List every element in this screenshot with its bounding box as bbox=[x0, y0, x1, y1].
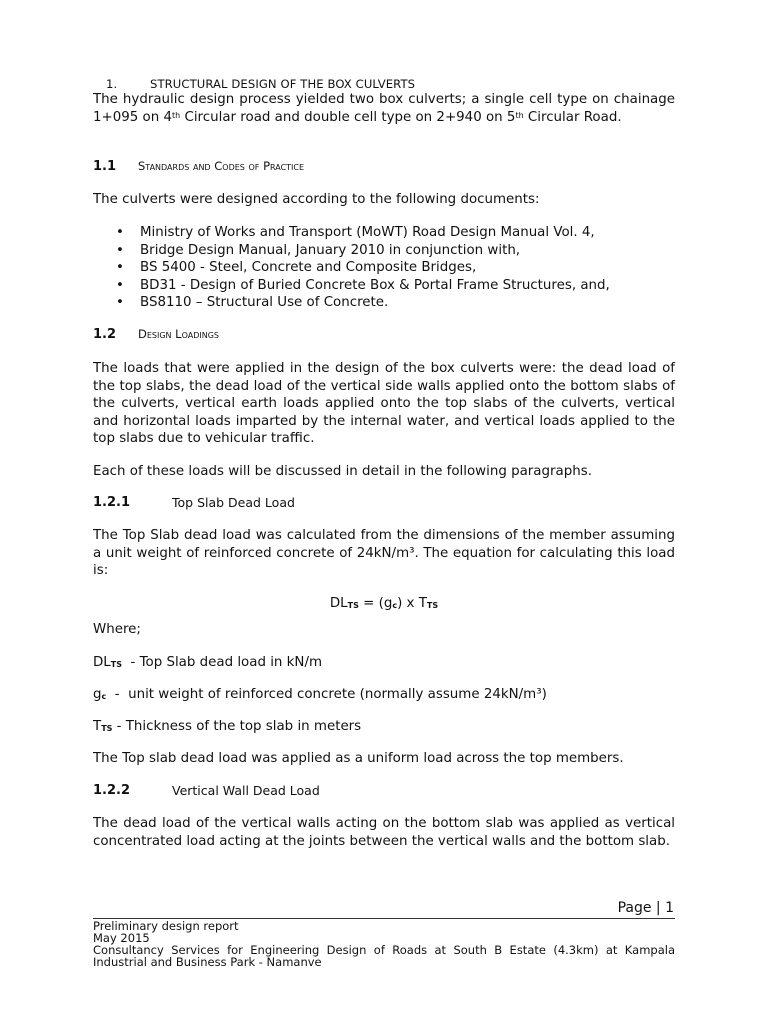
section-1-intro bbox=[93, 91, 675, 126]
eq-sub-ts: TS bbox=[347, 601, 359, 610]
bullet-icon: • bbox=[116, 260, 124, 275]
def-symbol: DL bbox=[93, 655, 111, 670]
superscript-th-1: th bbox=[172, 110, 181, 120]
def-subscript: TS bbox=[110, 660, 122, 669]
section-1-2-1-para-2: The Top slab dead load was applied as a uniform load across the top members. bbox=[93, 751, 624, 766]
section-1-2-1-title: Top Slab Dead Load bbox=[172, 495, 295, 510]
eq-sub-c: c bbox=[392, 601, 398, 610]
bullet-icon: • bbox=[116, 277, 124, 293]
section-1-2-1-number: 1.2.1 bbox=[93, 495, 131, 510]
superscript-th-2: th bbox=[515, 110, 524, 120]
def-text: - unit weight of reinforced concrete (normally assume 24kN/m³) bbox=[106, 687, 547, 702]
bullet-icon: • bbox=[116, 225, 124, 240]
list-item-text: BD31 - Design of Buried Concrete Box & Portal Frame Structures, and, bbox=[140, 277, 610, 293]
section-1-2-para-1: The loads that were applied in the design of the box culverts were: the dead load of the top slabs, the dead load of the vertical side walls applied onto the bottom slabs of the culverts, vertical earth loads applied onto the top slabs of the culverts, vertical and horizontal loads imparted by the internal water, and vertical loads applied to the top slabs due to vehicular traffic. bbox=[93, 361, 675, 446]
eq-sub-ts-2: TS bbox=[426, 601, 439, 610]
def-text: - Thickness of the top slab in meters bbox=[112, 719, 362, 734]
list-item bbox=[116, 224, 676, 242]
eq-dl: DL bbox=[329, 596, 348, 611]
definition-gc bbox=[93, 686, 675, 705]
section-1-2-2-title: Vertical Wall Dead Load bbox=[172, 783, 320, 798]
def-symbol: T bbox=[93, 719, 102, 734]
section-1-2-1-para-1: The Top Slab dead load was calculated from the dimensions of the member assuming a unit weight of reinforced concrete of 24kN/m³. The equation for calculating this load is: bbox=[93, 528, 675, 578]
section-1-2-2-para-1: The dead load of the vertical walls acting on the bottom slab was applied as vertical concentrated load acting at the joints between the vertical walls and the bottom slab. bbox=[93, 816, 675, 849]
section-1-number: 1. bbox=[106, 77, 118, 91]
footer-line-3: Consultancy Services for Engineering Design of Roads at South B Estate (4.3km) at Kampala Industrial and Business Park - Namanve bbox=[93, 943, 675, 969]
list-item bbox=[116, 242, 676, 260]
list-item bbox=[116, 259, 676, 277]
section-1-title: STRUCTURAL DESIGN OF THE BOX CULVERTS bbox=[150, 77, 416, 91]
intro-part-b: Circular road and double cell type on 2+940 on 5 bbox=[180, 109, 516, 125]
section-1-1-title: Standards and Codes of Practice bbox=[138, 159, 305, 173]
footer-line-2: May 2015 bbox=[93, 931, 150, 945]
def-subscript: c bbox=[101, 692, 107, 701]
section-1-2-2-number: 1.2.2 bbox=[93, 783, 131, 798]
page-number: Page | 1 bbox=[617, 900, 674, 916]
definition-t bbox=[93, 718, 675, 737]
definition-dl bbox=[93, 654, 675, 673]
where-label: Where; bbox=[93, 622, 141, 637]
section-1-1-intro: The culverts were designed according to the following documents: bbox=[93, 192, 540, 207]
list-item bbox=[116, 277, 676, 295]
footer-line-1: Preliminary design report bbox=[93, 919, 239, 933]
list-item-text: Bridge Design Manual, January 2010 in conjunction with, bbox=[140, 242, 521, 258]
section-1-2-title: Design Loadings bbox=[138, 327, 220, 341]
standards-list bbox=[116, 224, 676, 312]
list-item bbox=[116, 294, 676, 312]
eq-times-t: ) x T bbox=[397, 596, 427, 611]
intro-part-a: The hydraulic design process yielded two box culverts; a single cell type on chainage 1+095 on 4 bbox=[93, 92, 675, 125]
bullet-icon: • bbox=[116, 295, 124, 310]
def-symbol: g bbox=[93, 687, 102, 702]
section-1-2-number: 1.2 bbox=[93, 327, 117, 342]
bullet-icon: • bbox=[116, 242, 124, 258]
list-item-text: BS 5400 - Steel, Concrete and Composite Bridges, bbox=[140, 260, 477, 275]
equation bbox=[93, 595, 675, 614]
def-subscript: TS bbox=[101, 724, 113, 733]
def-text: - Top Slab dead load in kN/m bbox=[122, 655, 323, 670]
intro-part-c: Circular Road. bbox=[523, 109, 622, 125]
section-1-2-para-2: Each of these loads will be discussed in detail in the following paragraphs. bbox=[93, 464, 592, 479]
eq-mid: = (g bbox=[358, 596, 393, 611]
list-item-text: BS8110 – Structural Use of Concrete. bbox=[140, 295, 389, 310]
list-item-text: Ministry of Works and Transport (MoWT) Road Design Manual Vol. 4, bbox=[140, 225, 595, 240]
section-1-1-number: 1.1 bbox=[93, 159, 117, 174]
